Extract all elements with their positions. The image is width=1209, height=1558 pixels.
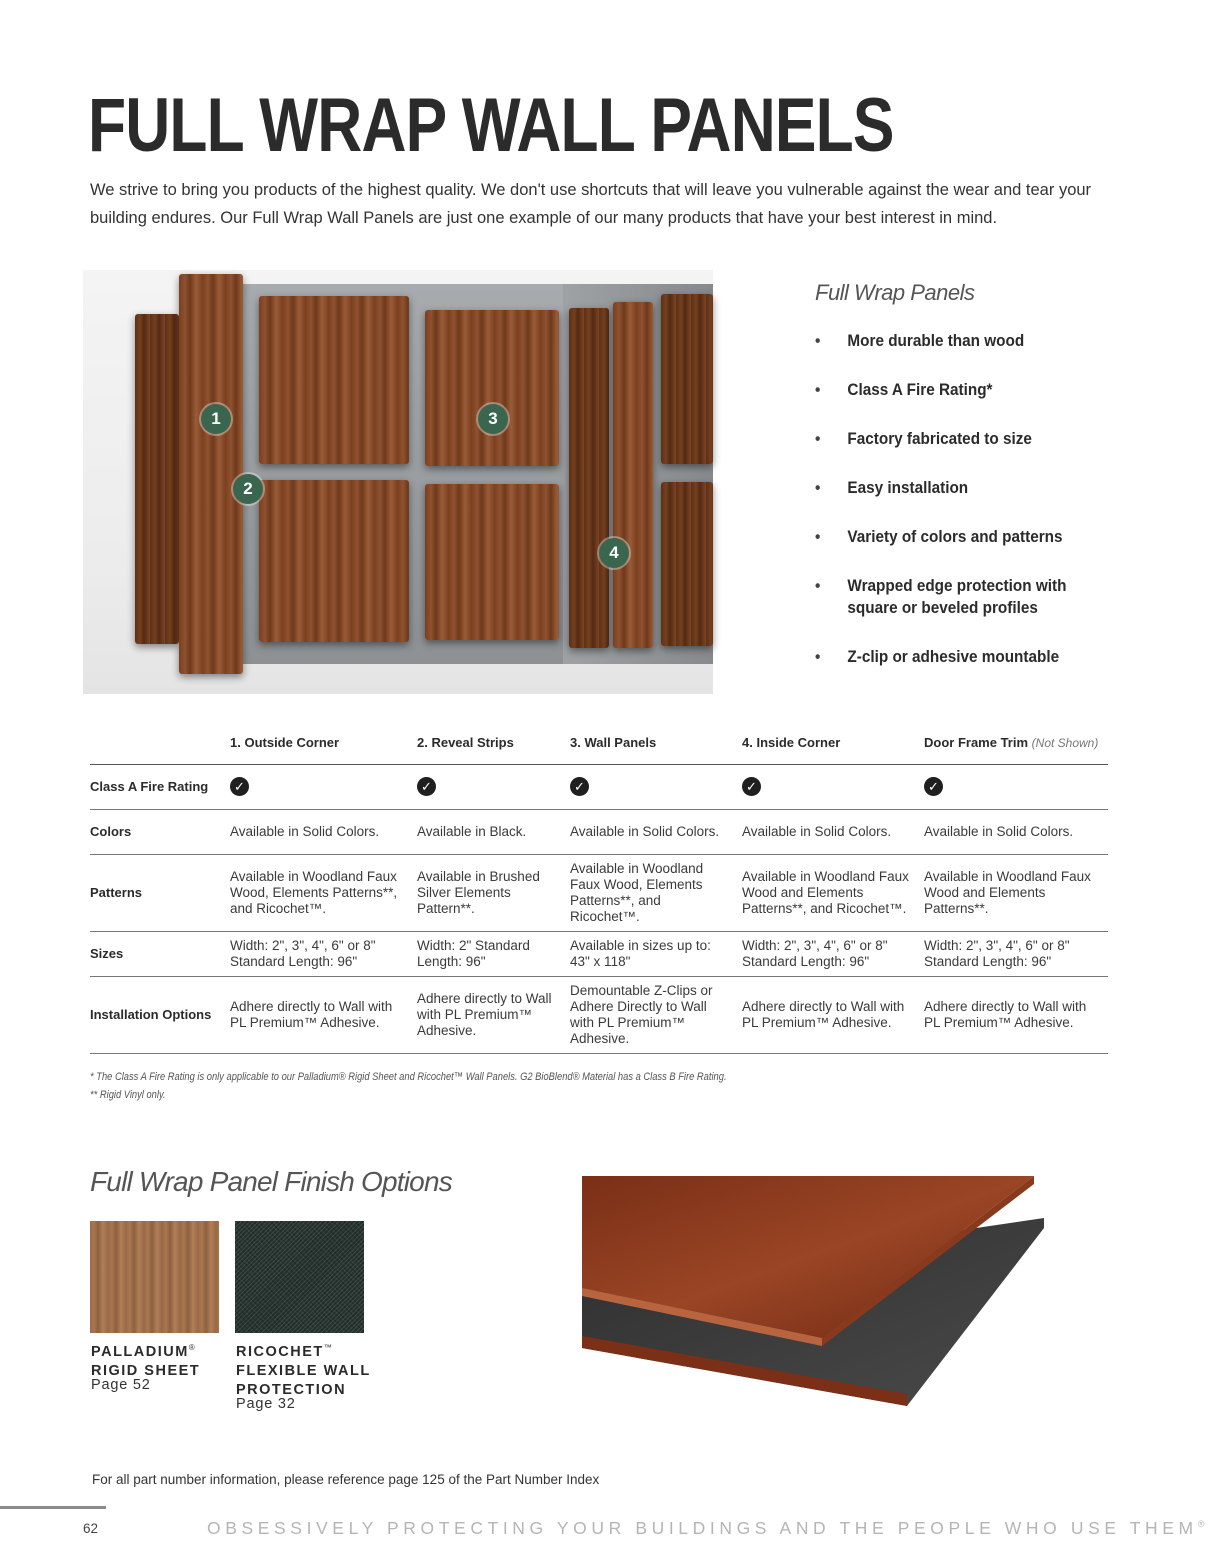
row-header: Class A Fire Rating bbox=[90, 764, 230, 809]
header-empty bbox=[90, 722, 230, 764]
slogan-text: OBSESSIVELY PROTECTING YOUR BUILDINGS AND THE PEOPLE WHO USE THEM bbox=[207, 1518, 1198, 1538]
footer-slogan bbox=[207, 1518, 1209, 1539]
table-row bbox=[90, 854, 1108, 931]
table-row bbox=[90, 809, 1108, 854]
palladium-line2: RIGID SHEET bbox=[91, 1362, 201, 1379]
finish-options-title: Full Wrap Panel Finish Options bbox=[90, 1166, 452, 1197]
feature-item: • More durable than wood bbox=[815, 330, 1085, 352]
not-shown-note: (Not Shown) bbox=[1031, 735, 1099, 750]
inside-corner-panel bbox=[613, 302, 653, 648]
feature-item: • Factory fabricated to size bbox=[815, 428, 1085, 450]
table-cell: Width: 2", 3", 4", 6" or 8" Standard Length: 96" bbox=[742, 931, 924, 976]
row-header: Colors bbox=[90, 809, 230, 854]
feature-item: • Wrapped edge protection with square or beveled profiles bbox=[815, 575, 1085, 619]
table-cell bbox=[570, 764, 742, 809]
palladium-page: Page 52 bbox=[91, 1377, 151, 1393]
column-header: 2. Reveal Strips bbox=[417, 722, 570, 764]
table-cell: Adhere directly to Wall with PL Premium™ Adhesive. bbox=[417, 976, 570, 1053]
table-cell bbox=[924, 764, 1108, 809]
table-cell: Available in Woodland Faux Wood, Elements Patterns**, and Ricochet™. bbox=[570, 854, 742, 931]
checkmark-circle-icon: ✓ bbox=[230, 777, 249, 796]
table-cell: Available in Black. bbox=[417, 809, 570, 854]
page-title: FULL WRAP WALL PANELS bbox=[88, 83, 894, 168]
table-row bbox=[90, 976, 1108, 1053]
table-cell: Demountable Z-Clips or Adhere Directly to Wall with PL Premium™ Adhesive. bbox=[570, 976, 742, 1053]
table-cell: Adhere directly to Wall with PL Premium™ Adhesive. bbox=[924, 976, 1108, 1053]
marker-wall-panels: 3 bbox=[478, 404, 508, 434]
slogan-registered-mark: ® bbox=[1197, 1519, 1209, 1530]
table-cell: Available in Woodland Faux Wood and Elements Patterns**. bbox=[924, 854, 1108, 931]
ricochet-line1: RICOCHET bbox=[236, 1343, 324, 1360]
table-cell: Available in Solid Colors. bbox=[742, 809, 924, 854]
table-cell bbox=[742, 764, 924, 809]
column-header: 1. Outside Corner bbox=[230, 722, 417, 764]
registered-mark: ® bbox=[188, 1343, 197, 1352]
row-header: Sizes bbox=[90, 931, 230, 976]
table-header-row bbox=[90, 722, 1108, 764]
panel-cross-section-image bbox=[582, 1176, 1046, 1406]
column-header: Door Frame Trim bbox=[924, 734, 1029, 750]
spec-table bbox=[90, 722, 1108, 1054]
table-row bbox=[90, 764, 1108, 809]
part-number-reference: For all part number information, please reference page 125 of the Part Number Index bbox=[92, 1472, 600, 1487]
marker-inside-corner: 4 bbox=[599, 538, 629, 568]
footer-rule bbox=[0, 1506, 106, 1509]
feature-item: • Z-clip or adhesive mountable bbox=[815, 646, 1085, 668]
checkmark-circle-icon: ✓ bbox=[742, 777, 761, 796]
side-wall-panel bbox=[661, 482, 713, 646]
table-cell bbox=[230, 764, 417, 809]
palladium-swatch bbox=[90, 1221, 219, 1333]
feature-item: • Variety of colors and patterns bbox=[815, 526, 1085, 548]
wall-panel bbox=[259, 296, 409, 464]
ricochet-line2: FLEXIBLE WALL bbox=[236, 1362, 371, 1379]
feature-list bbox=[815, 330, 1115, 668]
checkmark-circle-icon: ✓ bbox=[417, 777, 436, 796]
table-cell: Available in Woodland Faux Wood and Elements Patterns**, and Ricochet™. bbox=[742, 854, 924, 931]
feature-item: • Easy installation bbox=[815, 477, 1085, 499]
table-cell: Available in Solid Colors. bbox=[230, 809, 417, 854]
row-header: Patterns bbox=[90, 854, 230, 931]
marker-reveal-strips: 2 bbox=[233, 474, 263, 504]
table-cell bbox=[417, 764, 570, 809]
ricochet-line3: PROTECTION bbox=[236, 1381, 347, 1398]
column-header-door-frame bbox=[924, 722, 1108, 764]
palladium-line1: PALLADIUM bbox=[91, 1343, 189, 1360]
table-cell: Available in Solid Colors. bbox=[924, 809, 1108, 854]
table-cell: Width: 2", 3", 4", 6" or 8" Standard Length: 96" bbox=[924, 931, 1108, 976]
table-cell: Width: 2" Standard Length: 96" bbox=[417, 931, 570, 976]
wall-panel bbox=[425, 310, 559, 466]
table-cell: Available in sizes up to: 43" x 118" bbox=[570, 931, 742, 976]
table-cell: Available in Brushed Silver Elements Pattern**. bbox=[417, 854, 570, 931]
palladium-name bbox=[91, 1338, 200, 1381]
marker-outside-corner: 1 bbox=[201, 404, 231, 434]
ricochet-swatch bbox=[235, 1221, 364, 1333]
side-wall-panel bbox=[661, 294, 713, 464]
features-title: Full Wrap Panels bbox=[815, 280, 975, 305]
table-cell: Available in Woodland Faux Wood, Elements Patterns**, and Ricochet™. bbox=[230, 854, 417, 931]
ricochet-page: Page 32 bbox=[236, 1396, 296, 1412]
inside-corner bbox=[569, 308, 609, 648]
intro-paragraph: We strive to bring you products of the highest quality. We don't use shortcuts that will leave you vulnerable against the wear and tear your building endures. Our Full Wrap Wall Panels are just one example of our many products that have your best interest in mind. bbox=[90, 181, 1092, 227]
table-cell: Adhere directly to Wall with PL Premium™ Adhesive. bbox=[230, 976, 417, 1053]
ricochet-name bbox=[236, 1338, 371, 1400]
table-row bbox=[90, 931, 1108, 976]
wall-panel bbox=[425, 484, 559, 640]
checkmark-circle-icon: ✓ bbox=[570, 777, 589, 796]
footnote-fire-rating: * The Class A Fire Rating is only applicable to our Palladium® Rigid Sheet and Ricochet™ Wall Panels. G2 BioBlend® Material has a Class B Fire Rating. bbox=[90, 1071, 727, 1083]
checkmark-circle-icon: ✓ bbox=[924, 777, 943, 796]
column-header: 4. Inside Corner bbox=[742, 722, 924, 764]
table-cell: Available in Solid Colors. bbox=[570, 809, 742, 854]
spec-table-wrap bbox=[90, 722, 1108, 1054]
column-header: 3. Wall Panels bbox=[570, 722, 742, 764]
page-number: 62 bbox=[83, 1521, 99, 1536]
wall-panel-illustration bbox=[83, 270, 713, 694]
feature-item: • Class A Fire Rating* bbox=[815, 379, 1085, 401]
wall-panel bbox=[259, 480, 409, 642]
outside-corner-side bbox=[135, 314, 179, 644]
row-header: Installation Options bbox=[90, 976, 230, 1053]
outside-corner bbox=[179, 274, 243, 674]
footnote-rigid-vinyl: ** Rigid Vinyl only. bbox=[90, 1089, 166, 1101]
table-cell: Width: 2", 3", 4", 6" or 8" Standard Length: 96" bbox=[230, 931, 417, 976]
trademark: ™ bbox=[323, 1343, 334, 1352]
table-cell: Adhere directly to Wall with PL Premium™ Adhesive. bbox=[742, 976, 924, 1053]
